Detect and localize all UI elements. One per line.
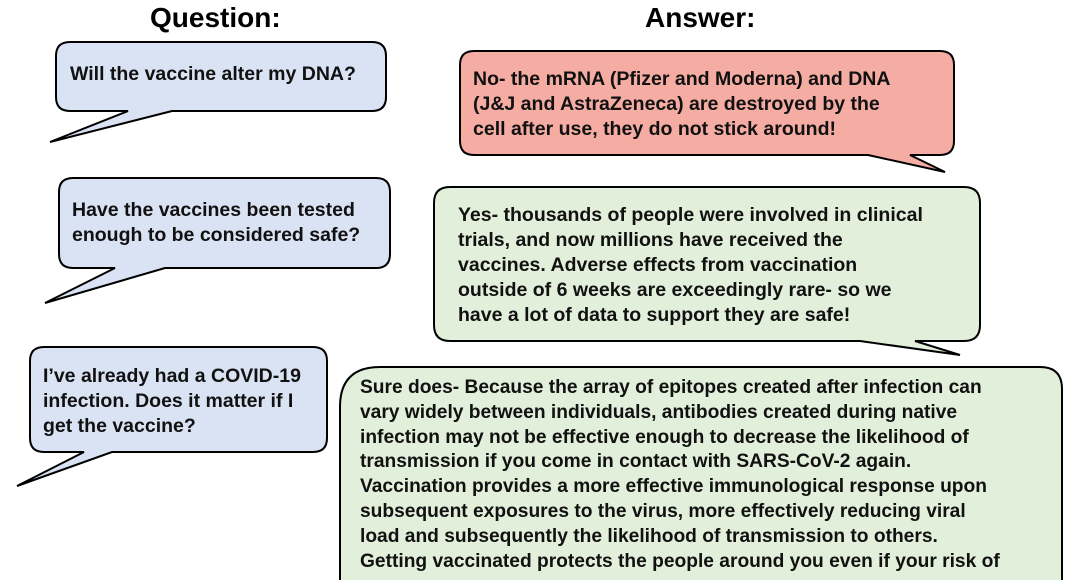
question-text-3: I’ve already had a COVID-19 infection. Does it matter if I get the vaccine? [43,365,301,437]
answer-text-1: No- the mRNA (Pfizer and Moderna) and DNA (J&J and AstraZeneca) are destroyed by the cell after use, they do not stick around! [473,68,891,140]
question-bubble-1 [50,42,386,142]
answer-header: Answer: [645,2,756,33]
question-text-1: Will the vaccine alter my DNA? [70,63,356,85]
question-header: Question: [150,2,281,33]
question-text-2: Have the vaccines been tested enough to be considered safe? [72,199,361,246]
answer-text-2: Yes- thousands of people were involved in clinical trials, and now millions have received the vaccines. Adverse effects from vaccination outside of 6 weeks are exceedingly rare- so we have a lot of data to support they are safe! [458,204,923,326]
answer-text-3: Sure does- Because the array of epitopes created after infection can vary widely between individuals, antibodies created during native infection may not be effective enough to decrease the likelihood of transmission if you come in contact with SARS-CoV-2 again. Vaccination provides a more effective immunological response upon subsequent exposures to the virus, more effectively reducing viral load and subsequently the likelihood of transmission to others. Getting vaccinated protects the people around you even if your risk of [360,377,1000,572]
